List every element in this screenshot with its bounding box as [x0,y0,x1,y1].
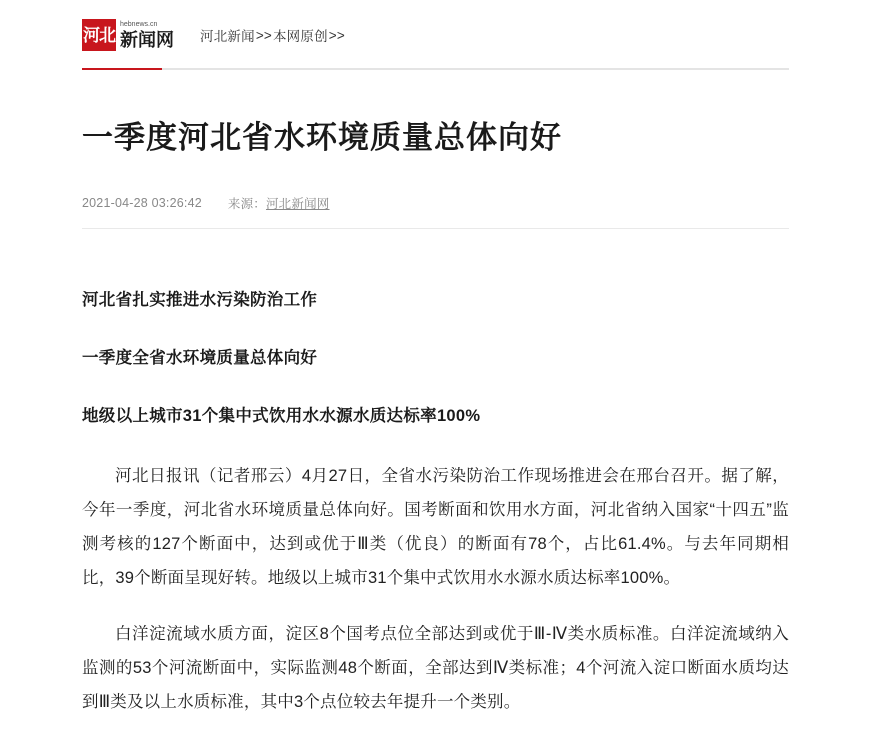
breadcrumb-separator-2: >> [328,27,345,43]
site-header [0,0,871,68]
article-meta [82,194,789,212]
logo-text [120,19,174,51]
header-divider [82,68,789,70]
article-paragraph: 白洋淀流域水质方面，淀区8个国考点位全部达到或优于Ⅲ-Ⅳ类水质标准。白洋淀流域纳入监测的53个河流断面中，实际监测48个断面，全部达到Ⅳ类标准；4个河流入淀口断面水质均达到Ⅲ类及以上水质标准，其中3个点位较去年提升一个类别。 [82,625,789,711]
site-logo[interactable] [82,18,174,52]
source-link[interactable]: 河北新闻网 [265,197,330,211]
publish-timestamp: 2021-04-28 03:26:42 [82,196,202,210]
article-body [0,229,871,719]
breadcrumb-item-hebei-news[interactable]: 河北新闻 [200,29,255,44]
breadcrumb-separator-1: >> [255,27,272,43]
lead-line-3: 地级以上城市31个集中式饮用水水源水质达标率100% [82,407,481,425]
breadcrumb [200,18,346,52]
article-paragraph: 河北日报讯（记者邢云）4月27日，全省水污染防治工作现场推进会在邢台召开。据了解，今年一季度，河北省水环境质量总体向好。国考断面和饮用水方面，河北省纳入国家“十四五”监测考核的127个断面中，达到或优于Ⅲ类（优良）的断面有78个，占比61.4%。与去年同期相比，39个断面呈现好转。地级以上城市31个集中式饮用水水源水质达标率100%。 [82,467,789,587]
page-title: 一季度河北省水环境质量总体向好 [82,120,562,155]
article-header [0,70,871,212]
source-label: 来源： [227,197,266,211]
logo-mark-text: 河北 [83,25,115,45]
logo-chinese-text: 新闻网 [120,30,174,50]
logo-english-text: hebnews.cn [120,21,158,28]
logo-mark-icon [82,19,116,51]
lead-line-1: 河北省扎实推进水污染防治工作 [82,291,318,309]
breadcrumb-item-original[interactable]: 本网原创 [272,29,328,44]
lead-line-2: 一季度全省水环境质量总体向好 [82,349,318,367]
